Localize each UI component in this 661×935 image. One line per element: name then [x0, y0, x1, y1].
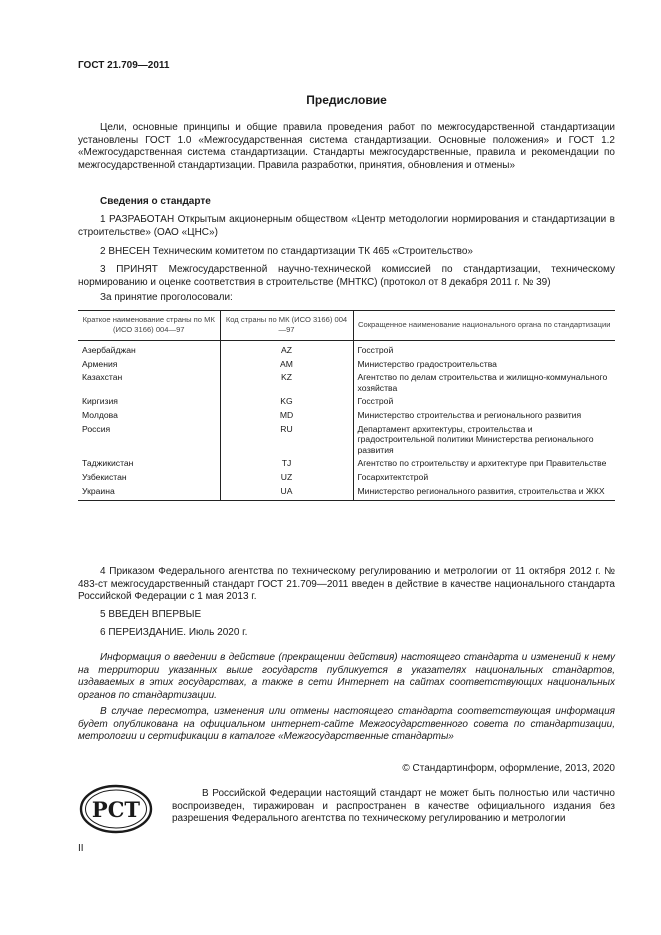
country-name: Таджикистан — [82, 458, 134, 469]
country-code: KZ — [220, 371, 353, 395]
standards-body: Агентство по делам строительства и жилищно-коммунального хозяйства — [353, 371, 615, 395]
country-code: TJ — [220, 457, 353, 471]
standards-body: Госстрой — [353, 395, 615, 409]
table-row — [78, 358, 615, 372]
table-row — [78, 423, 615, 458]
standards-body: Министерство строительства и регионального развития — [353, 409, 615, 423]
item-developed: 1 РАЗРАБОТАН Открытым акционерным обществом «Центр методологии нормирования и стандартизации в строительстве» (ОАО «ЦНС») — [78, 214, 615, 238]
item-reissue: 6 ПЕРЕИЗДАНИЕ. Июль 2020 г. — [100, 627, 248, 638]
table-row — [78, 371, 615, 395]
seal-text: РСТ — [91, 797, 141, 822]
table-row — [78, 457, 615, 471]
table-row — [78, 485, 615, 501]
reproduction-notice: В Российской Федерации настоящий стандарт не может быть полностью или частично воспроизведен, тиражирован и распространен в качестве официального издания без разрешения Федерального агентства по техническому регулированию и метрологии — [172, 788, 615, 825]
gost-r-seal-logo — [78, 783, 154, 835]
standard-code-header: ГОСТ 21.709—2011 — [78, 60, 170, 71]
intro-paragraph: Цели, основные принципы и общие правила проведения работ по межгосударственной стандартизации установлены ГОСТ 1.0 «Межгосударственная система стандартизации. Основные положения» и ГОСТ 1.2 «Межгосударственная система стандартизации. Стандарты межгосударственные, правила и рекомендации по межгосударственной стандартизации. Правила разработки, принятия, обновления и отмены» — [78, 122, 615, 171]
page-number: II — [78, 843, 84, 854]
standards-body: Агентство по строительству и архитектуре при Правительстве — [353, 457, 615, 471]
item-order: 4 Приказом Федерального агентства по техническому регулированию и метрологии от 11 октября 2012 г. № 483-ст межгосударственный стандарт ГОСТ 21.709—2011 введен в действие в качестве национального стандарта Российской Федерации с 1 мая 2013 г. — [78, 566, 615, 603]
table-row — [78, 409, 615, 423]
standards-body: Госстрой — [353, 341, 615, 358]
table-header-row — [78, 311, 615, 341]
info-notice: Информация о введении в действие (прекращении действия) настоящего стандарта и изменений к нему на территории указанных выше государств публикуется в указателях национальных стандартов, издаваемых в этих государствах, а также в сети Интернет на сайтах соответствующих национальных органов по стандартизации. — [78, 652, 615, 701]
voted-label: За принятие проголосовали: — [100, 292, 233, 303]
item-submitted: 2 ВНЕСЕН Техническим комитетом по стандартизации ТК 465 «Строительство» — [100, 246, 473, 257]
table-row — [78, 341, 615, 358]
standard-info-heading: Сведения о стандарте — [100, 196, 211, 207]
item-first-time: 5 ВВЕДЕН ВПЕРВЫЕ — [100, 609, 202, 620]
country-code: RU — [220, 423, 353, 458]
country-code: KG — [220, 395, 353, 409]
revision-notice: В случае пересмотра, изменения или отмены настоящего стандарта соответствующая информация будет опубликована на официальном интернет-сайте Межгосударственного совета по стандартизации, метрологии и сертификации в каталоге «Межгосударственные стандарты» — [78, 706, 615, 743]
country-code: UA — [220, 485, 353, 501]
table-row — [78, 471, 615, 485]
country-name: Украина — [78, 485, 220, 501]
country-name: Киргизия — [82, 396, 118, 407]
country-code: AZ — [220, 341, 353, 358]
country-name: Россия — [82, 423, 111, 434]
country-code: AM — [220, 358, 353, 372]
country-code: MD — [220, 409, 353, 423]
country-code: UZ — [220, 471, 353, 485]
standards-body: Департамент архитектуры, строительства и градостроительной политики Министерства регионального развития — [353, 423, 615, 458]
header-country-name: Краткое наименование страны по МК (ИСО 3166) 004—97 — [78, 311, 220, 341]
country-name: Казахстан — [82, 372, 123, 383]
header-country-code: Код страны по МК (ИСО 3166) 004—97 — [220, 311, 353, 341]
table-row — [78, 395, 615, 409]
country-name: Азербайджан — [82, 345, 136, 355]
standards-body: Министерство градостроительства — [353, 358, 615, 372]
copyright-line: © Стандартинформ, оформление, 2013, 2020 — [402, 763, 615, 774]
page-title: Предисловие — [306, 93, 387, 107]
country-name: Узбекистан — [82, 471, 127, 482]
standards-body: Госархитектстрой — [353, 471, 615, 485]
country-name: Молдова — [82, 409, 118, 420]
header-standards-body: Сокращенное наименование национального органа по стандартизации — [353, 311, 615, 341]
standards-body: Министерство регионального развития, строительства и ЖКХ — [353, 485, 615, 501]
member-states-table — [78, 310, 615, 501]
country-name: Армения — [82, 358, 118, 369]
item-adopted: 3 ПРИНЯТ Межгосударственной научно-технической комиссией по стандартизации, техническому нормированию и оценке соответствия в строительстве (МНТКС) (протокол от 8 декабря 2011 г. № 39) — [78, 264, 615, 288]
